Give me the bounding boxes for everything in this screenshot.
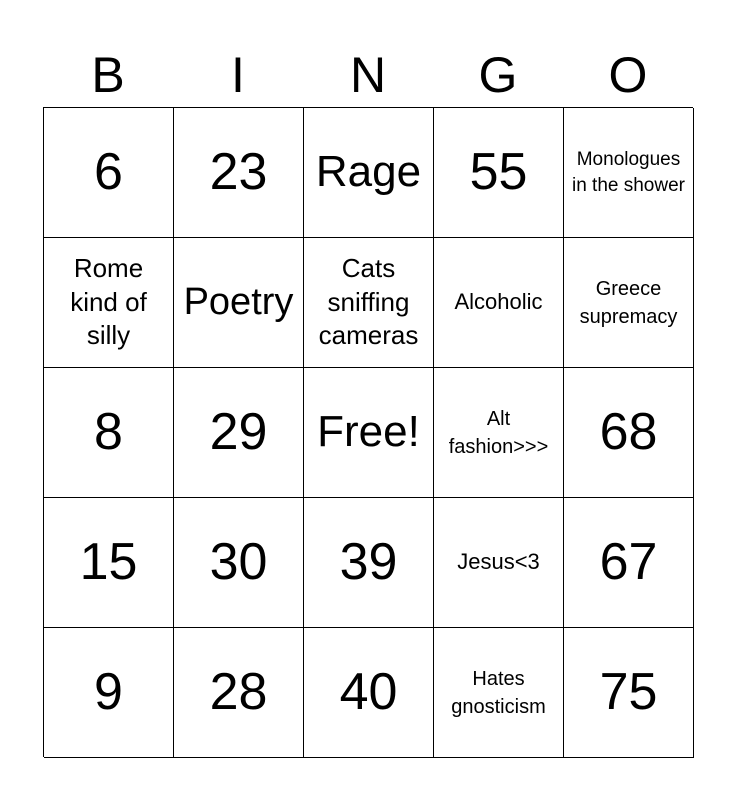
bingo-cell[interactable]: Alcoholic [434,238,564,368]
bingo-cell[interactable]: Jesus<3 [434,498,564,628]
bingo-grid [43,107,693,757]
header-letter-i: I [231,47,245,103]
bingo-cell[interactable]: 68 [564,368,694,498]
bingo-cell[interactable]: Poetry [174,238,304,368]
bingo-cell[interactable]: 15 [44,498,174,628]
bingo-cell[interactable]: 28 [174,628,304,758]
bingo-cell[interactable]: Monologues in the shower [564,108,694,238]
bingo-cell[interactable]: 39 [304,498,434,628]
bingo-header [43,40,693,110]
bingo-cell[interactable]: Alt fashion>>> [434,368,564,498]
bingo-cell[interactable]: Greece supremacy [564,238,694,368]
header-letter-n: N [349,47,387,103]
bingo-cell[interactable]: 67 [564,498,694,628]
bingo-cell[interactable]: 8 [44,368,174,498]
bingo-cell[interactable]: 29 [174,368,304,498]
bingo-cell[interactable]: 9 [44,628,174,758]
bingo-cell[interactable]: 30 [174,498,304,628]
bingo-cell[interactable]: 40 [304,628,434,758]
header-letter-g: G [478,47,518,103]
bingo-cell[interactable]: 55 [434,108,564,238]
bingo-cell[interactable]: 6 [44,108,174,238]
free-space-cell[interactable]: Free! [304,368,434,498]
bingo-cell[interactable]: 23 [174,108,304,238]
bingo-cell[interactable]: Rage [304,108,434,238]
bingo-cell[interactable]: Cats sniffing cameras [304,238,434,368]
bingo-cell[interactable]: Hates gnosticism [434,628,564,758]
header-letter-o: O [608,47,648,103]
header-letter-b: B [91,47,125,103]
bingo-cell[interactable]: 75 [564,628,694,758]
bingo-cell[interactable]: Rome kind of silly [44,238,174,368]
